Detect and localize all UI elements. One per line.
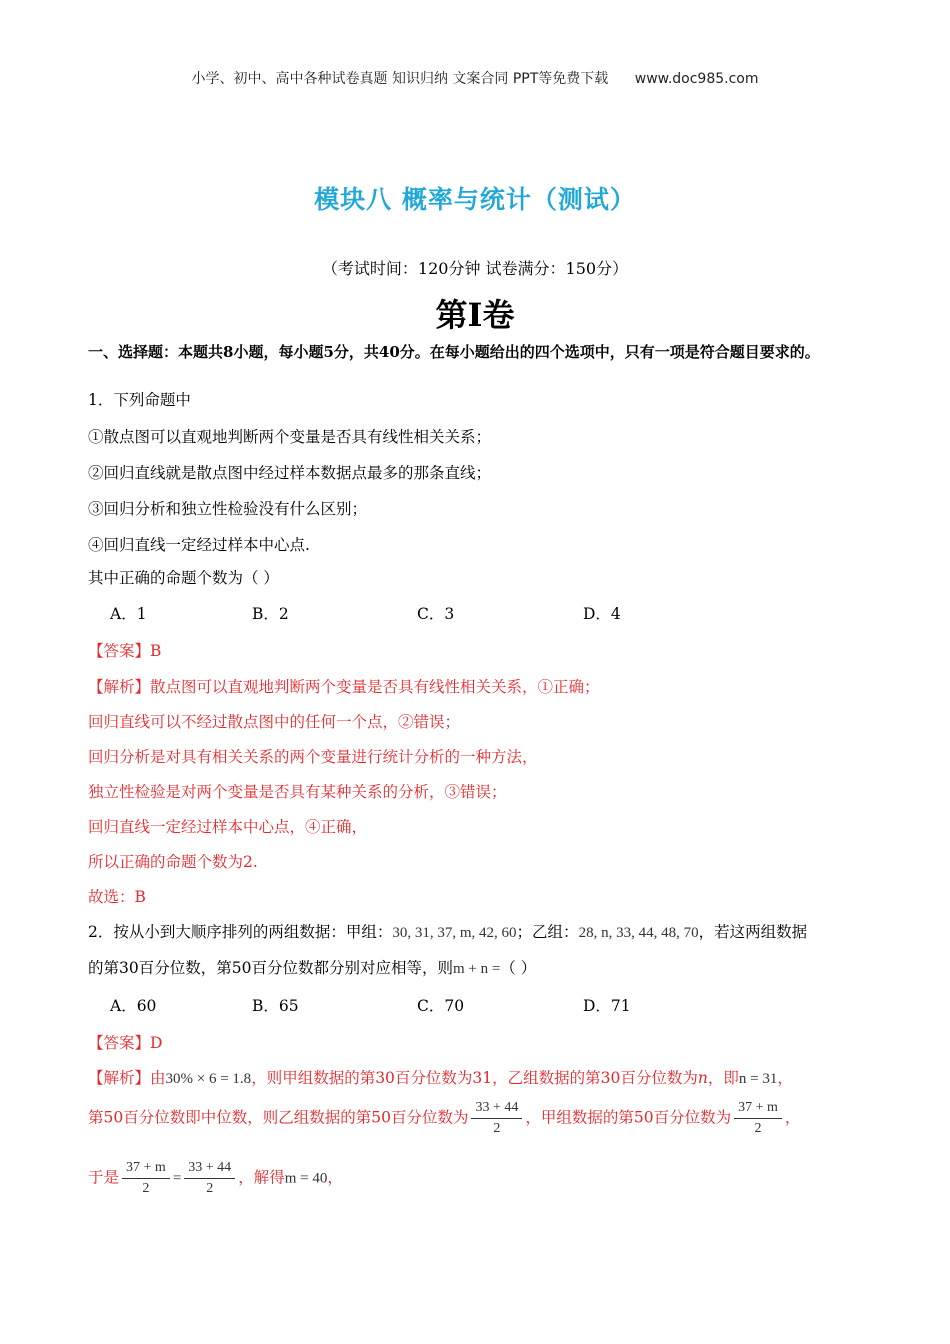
q2-a1-post: ，即 [707,1069,739,1087]
q1-analysis-4: 独立性检验是对两个变量是否具有某种关系的分析，③错误； [88,783,507,801]
q2-a1-mid: ，则甲组数据的第30百分位数为31，乙组数据的第30百分位数为 [251,1069,698,1087]
q2-expr: m + n = [452,961,501,977]
q2-option-b: B．65 [252,997,299,1015]
q2-option-d: D．71 [583,997,631,1015]
q2-a2-mid: ，甲组数据的第50百分位数为 [525,1108,732,1127]
q2-a3-end: ， [327,1168,343,1187]
fraction-numerator: 37 + m [734,1098,782,1119]
q2-set-a: 30, 31, 37, m, 42, 60 [392,925,517,941]
q1-option-c: C．3 [417,605,455,623]
q2-a1-math: 30% × 6 = 1.8 [165,1071,252,1087]
q2-fraction-2 [734,1098,782,1139]
q2-fraction-4 [184,1158,235,1199]
q2-a1-end: ， [777,1069,793,1087]
q2-stem-line2-text: 的第30百分位数，第50百分位数都分别对应相等，则 [88,959,453,977]
header-text: 小学、初中、高中各种试卷真题 知识归纳 文案合同 PPT等免费下载 [191,71,609,87]
q1-ask: 其中正确的命题个数为（ ） [88,569,279,587]
q2-option-c: C．70 [417,997,465,1015]
fraction-denominator: 2 [754,1121,762,1136]
q1-option-d: D．4 [583,605,621,623]
q2-analysis-1 [88,1066,793,1088]
q2-fraction-3 [122,1158,170,1199]
q2-stem-a: 2．按从小到大顺序排列的两组数据：甲组： [88,923,393,941]
q1-analysis-1: 【解析】散点图可以直观地判断两个变量是否具有线性相关关系，①正确； [88,678,600,696]
q2-a1-pre: 【解析】由 [88,1069,166,1087]
q1-analysis-3: 回归分析是对具有相关关系的两个变量进行统计分析的一种方法， [88,748,538,766]
q2-a3-eq: = [172,1170,182,1187]
exam-info: （考试时间：120分钟 试卷满分：150分） [321,259,629,278]
header-site-link[interactable]: www.doc985.com [634,71,759,87]
q2-a1-eq: n = 31 [738,1071,778,1087]
q2-analysis-3 [88,1158,343,1199]
q2-answer: 【答案】D [88,1034,163,1052]
q2-a3-mid: ，解得 [238,1168,285,1187]
q1-analysis-5: 回归直线一定经过样本中心点，④正确， [88,818,368,836]
section-instructions: 一、选择题：本题共8小题，每小题5分，共40分。在每小题给出的四个选项中，只有一项是符合题目要求的。 [88,343,820,361]
q2-stem-line2 [88,956,536,978]
q1-analysis-6: 所以正确的命题个数为2. [88,853,258,871]
q1-analysis-7: 故选：B [88,888,146,906]
fraction-denominator: 2 [493,1121,501,1136]
q1-answer: 【答案】B [88,642,162,660]
fraction-numerator: 33 + 44 [471,1098,522,1119]
fraction-denominator: 2 [206,1181,214,1196]
q1-stem: 1．下列命题中 [88,391,191,409]
volume-heading: 第Ⅰ卷 [435,296,515,334]
q2-a2-pre: 第50百分位数即中位数，则乙组数据的第50百分位数为 [88,1108,469,1127]
q1-item-4: ④回归直线一定经过样本中心点. [88,536,310,554]
q2-a1-n: n [697,1069,708,1087]
q2-stem-line1 [88,920,807,942]
q2-paren: （ ） [500,959,537,977]
fraction-numerator: 37 + m [122,1158,170,1179]
q2-stem-b: ；乙组： [516,923,579,941]
module-title: 模块八 概率与统计（测试） [314,185,636,214]
q2-stem-c: ，若这两组数据 [698,923,808,941]
q1-option-b: B．2 [252,605,289,623]
q2-analysis-2 [88,1098,800,1139]
q1-item-3: ③回归分析和独立性检验没有什么区别； [88,500,368,518]
q2-fraction-1 [471,1098,522,1139]
q2-a3-res: m = 40 [284,1170,328,1187]
q2-option-a: A．60 [110,997,157,1015]
q2-a3-pre: 于是 [88,1168,120,1187]
q1-analysis-2: 回归直线可以不经过散点图中的任何一个点，②错误； [88,713,461,731]
fraction-denominator: 2 [142,1181,150,1196]
page-header [0,68,950,88]
q2-a2-end: ， [784,1108,801,1127]
q1-option-a: A．1 [110,605,147,623]
q1-item-1: ①散点图可以直观地判断两个变量是否具有线性相关关系； [88,428,492,446]
fraction-numerator: 33 + 44 [184,1158,235,1179]
q2-set-b: 28, n, 33, 44, 48, 70 [578,925,699,941]
q1-item-2: ②回归直线就是散点图中经过样本数据点最多的那条直线； [88,464,492,482]
